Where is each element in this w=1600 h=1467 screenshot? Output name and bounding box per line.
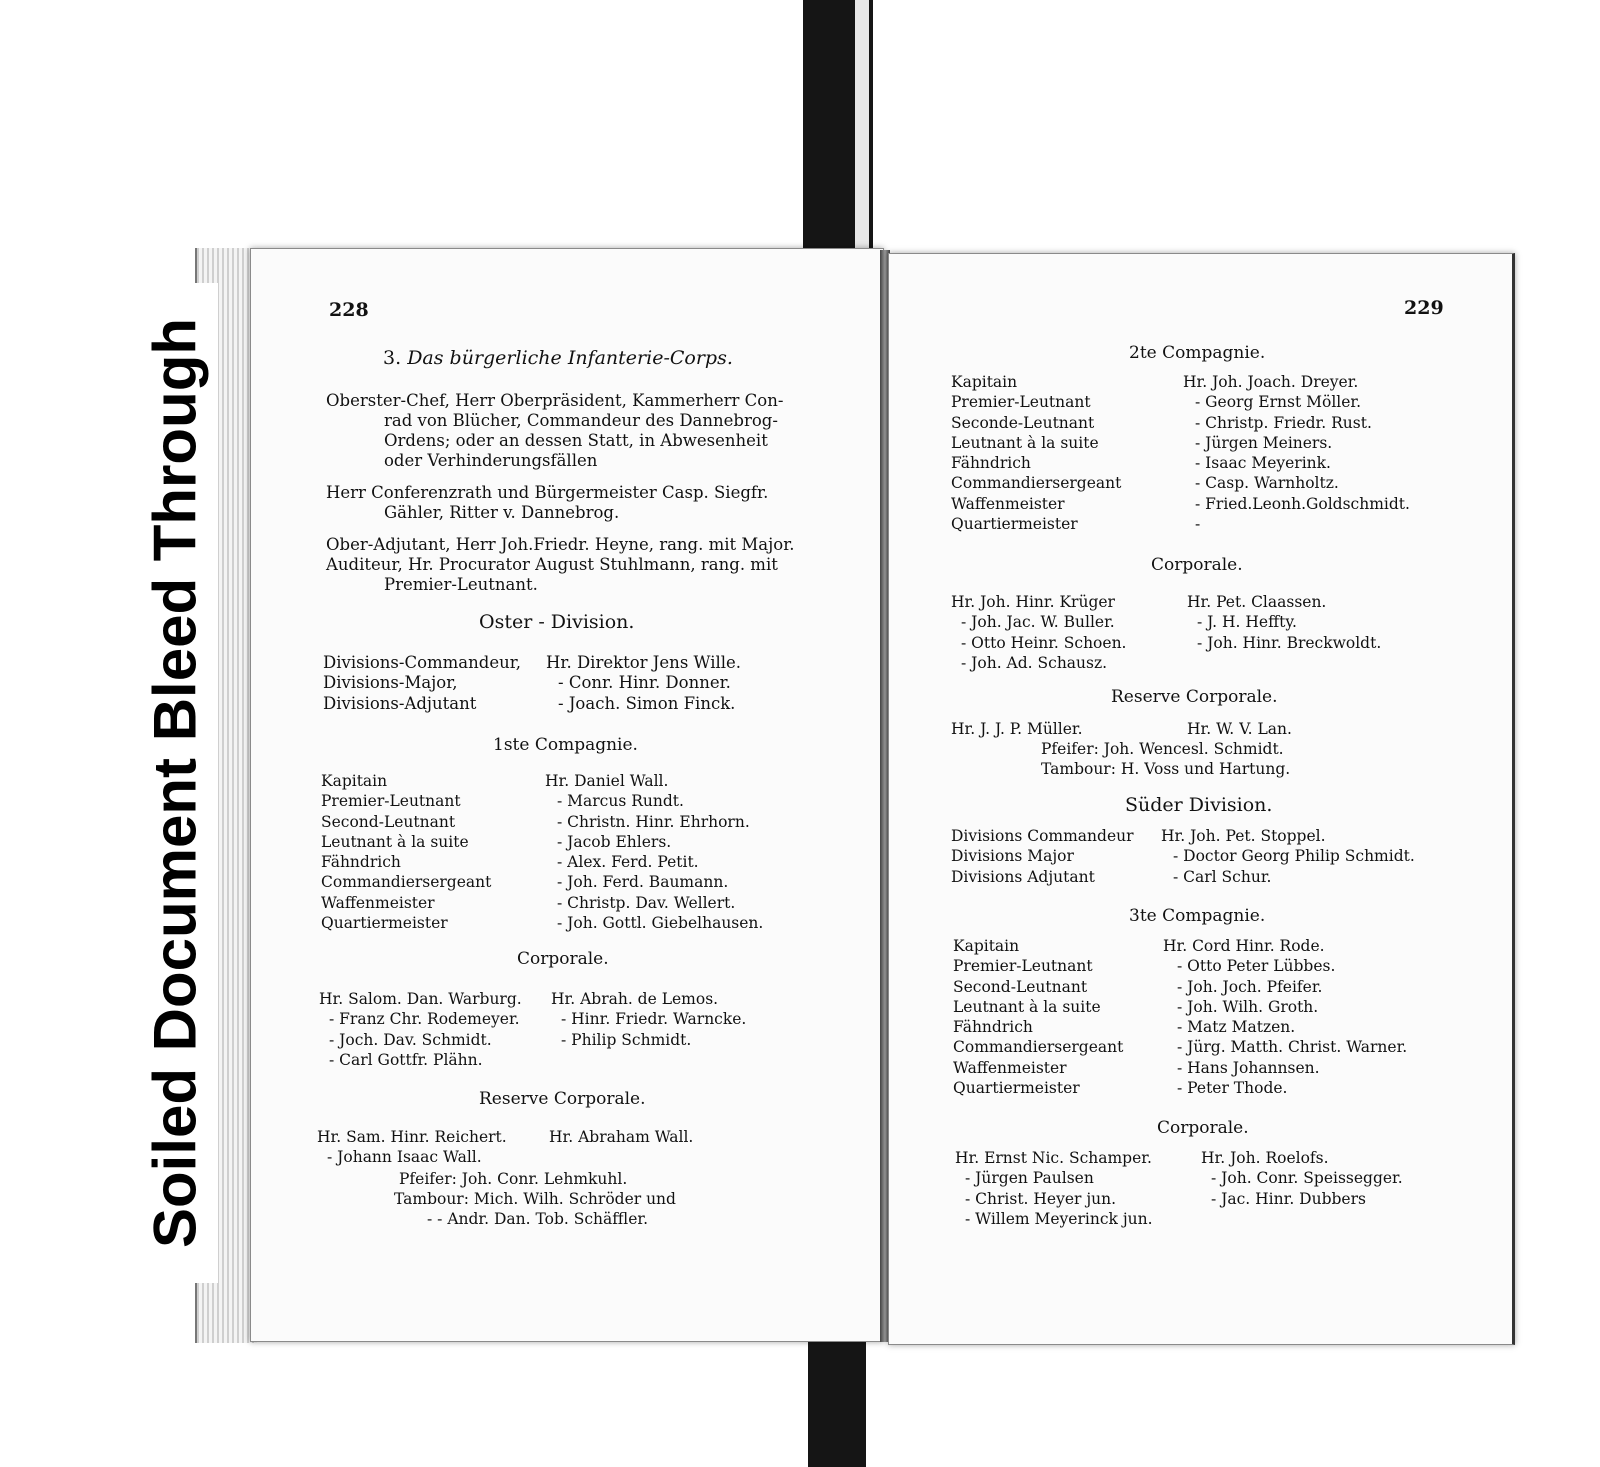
adjutant-line-2: Auditeur, Hr. Procurator August Stuhlmann, rang. mit	[326, 555, 778, 574]
corporale-title-left: Corporale.	[517, 949, 609, 969]
person: Hr. Joh. Pet. Stoppel.	[1161, 827, 1326, 845]
suder-division-roles	[951, 826, 1134, 887]
person: - Georg Ernst Möller.	[1195, 393, 1362, 412]
person: - Jac. Hinr. Dubbers	[1211, 1189, 1366, 1208]
role: Waffenmeister	[951, 494, 1065, 513]
person: Hr. Salom. Dan. Warburg.	[319, 990, 522, 1008]
person: - Joh. Joch. Pfeifer.	[1177, 977, 1323, 996]
person: - Willem Meyerinck jun.	[965, 1209, 1153, 1228]
person: - J. H. Heffty.	[1197, 613, 1297, 632]
person: - Doctor Georg Philip Schmidt.	[1173, 847, 1415, 866]
role: Premier-Leutnant	[951, 393, 1091, 412]
role: Divisions-Commandeur,	[323, 653, 522, 672]
person: - Joh. Ad. Schausz.	[961, 653, 1108, 672]
adjutant-line-3: Premier-Leutnant.	[384, 575, 538, 594]
role: Second-Leutnant	[321, 812, 456, 831]
role: Quartiermeister	[951, 515, 1078, 534]
person: Hr. Pet. Claassen.	[1187, 593, 1327, 611]
corporale-left-col2	[551, 989, 746, 1050]
person: - Carl Schur.	[1173, 867, 1272, 886]
role: Fähndrich	[953, 1018, 1033, 1037]
role: Divisions Major	[951, 847, 1074, 866]
reserve-right-person-2: Hr. W. V. Lan.	[1187, 720, 1292, 738]
intro-line-2: rad von Blücher, Commandeur des Dannebrog-	[384, 411, 778, 430]
company3-roles	[953, 936, 1123, 1098]
role: Premier-Leutnant	[953, 957, 1093, 976]
person: - Hans Johannsen.	[1177, 1058, 1320, 1077]
person: -	[1195, 515, 1201, 534]
oster-division-names	[546, 653, 741, 714]
person: - Carl Gottfr. Plähn.	[329, 1050, 483, 1069]
person: - Matz Matzen.	[1177, 1018, 1296, 1037]
person: - Joh. Conr. Speissegger.	[1211, 1169, 1403, 1188]
oster-division-title: Oster - Division.	[479, 611, 635, 633]
side-banner-text: Soiled Document Bleed Through	[141, 317, 209, 1249]
person: - Christn. Hinr. Ehrhorn.	[557, 812, 750, 831]
role: Second-Leutnant	[953, 977, 1088, 996]
role: Waffenmeister	[953, 1058, 1067, 1077]
company1-names	[545, 771, 763, 933]
corporale3-col2	[1201, 1148, 1403, 1209]
corporale-right-col2	[1187, 592, 1381, 653]
suder-division-names	[1161, 826, 1415, 887]
role: Waffenmeister	[321, 893, 435, 912]
role: Fähndrich	[321, 853, 401, 872]
person: Hr. Direktor Jens Wille.	[546, 653, 742, 672]
tambour-left-2: - - Andr. Dan. Tob. Schäffler.	[427, 1210, 649, 1228]
role: Commandiersergeant	[321, 873, 492, 892]
company1-title: 1ste Compagnie.	[493, 735, 638, 755]
role: Divisions-Major,	[323, 673, 458, 693]
corporale-left-col1	[319, 989, 522, 1070]
side-banner	[132, 283, 218, 1283]
person: - Jürg. Matth. Christ. Warner.	[1177, 1038, 1408, 1057]
person: Hr. Abraham Wall.	[549, 1128, 694, 1146]
person: - Joach. Simon Finck.	[558, 693, 736, 713]
person: Hr. Cord Hinr. Rode.	[1163, 937, 1325, 955]
corporale3-col1	[955, 1148, 1153, 1229]
person: Hr. Sam. Hinr. Reichert.	[317, 1128, 507, 1146]
role: Divisions Adjutant	[951, 867, 1095, 886]
person: - Jürgen Meiners.	[1195, 433, 1333, 452]
person: Hr. Abrah. de Lemos.	[551, 990, 719, 1008]
company3-names	[1163, 936, 1407, 1098]
reserve-title-right: Reserve Corporale.	[1111, 687, 1278, 707]
herr-line-2: Gähler, Ritter v. Dannebrog.	[384, 503, 620, 522]
role: Seconde-Leutnant	[951, 413, 1095, 432]
person: - Joh. Jac. W. Buller.	[961, 613, 1115, 632]
section-number: 3.	[383, 347, 402, 369]
left-page	[250, 248, 884, 1342]
person: - Christp. Friedr. Rust.	[1195, 413, 1372, 432]
role: Leutnant à la suite	[321, 832, 469, 851]
person: - Jacob Ehlers.	[557, 832, 672, 851]
person: - Franz Chr. Rodemeyer.	[329, 1010, 520, 1029]
person: - Joh. Gottl. Giebelhausen.	[557, 914, 764, 933]
person: Hr. Joh. Joach. Dreyer.	[1183, 373, 1359, 391]
section-title-text: Das bürgerliche Infanterie-Corps.	[407, 347, 733, 369]
section-title	[383, 347, 733, 369]
oster-division-roles	[323, 653, 521, 714]
role: Fähndrich	[951, 454, 1031, 473]
pfeifer-left: Pfeifer: Joh. Conr. Lehmkuhl.	[399, 1170, 628, 1188]
role: Commandiersergeant	[951, 474, 1122, 493]
person: - Joh. Ferd. Baumann.	[557, 873, 729, 892]
person: - Marcus Rundt.	[557, 792, 684, 811]
role: Quartiermeister	[953, 1079, 1080, 1098]
person: - Christ. Heyer jun.	[965, 1189, 1117, 1208]
intro-line-4: oder Verhinderungsfällen	[384, 451, 598, 470]
company1-roles	[321, 771, 491, 933]
person: - Johann Isaac Wall.	[327, 1148, 482, 1167]
reserve-left-col1	[317, 1127, 507, 1168]
person: Hr. Ernst Nic. Schamper.	[955, 1149, 1152, 1167]
person: Hr. Daniel Wall.	[545, 772, 669, 790]
company2-title: 2te Compagnie.	[1129, 343, 1266, 363]
spine-bottom	[808, 1335, 866, 1467]
person: - Conr. Hinr. Donner.	[558, 673, 731, 693]
intro-line-1: Oberster-Chef, Herr Oberpräsident, Kammerherr Con-	[326, 391, 784, 410]
right-page	[888, 253, 1515, 1345]
role: Premier-Leutnant	[321, 792, 461, 811]
person: - Casp. Warnholtz.	[1195, 474, 1339, 493]
company2-roles	[951, 372, 1121, 534]
person: - Joch. Dav. Schmidt.	[329, 1030, 492, 1049]
page-number-right: 229	[1404, 297, 1444, 319]
suder-division-title: Süder Division.	[1125, 794, 1273, 816]
person: - Hinr. Friedr. Warncke.	[561, 1010, 747, 1029]
pfeifer-right: Pfeifer: Joh. Wencesl. Schmidt.	[1041, 740, 1284, 758]
person: - Joh. Hinr. Breckwoldt.	[1197, 633, 1382, 652]
person: Hr. Joh. Hinr. Krüger	[951, 593, 1115, 611]
reserve-right-person-1: Hr. J. J. P. Müller.	[951, 720, 1083, 738]
person: - Philip Schmidt.	[561, 1030, 692, 1049]
corporale-right-col1	[951, 592, 1126, 673]
reserve-title-left: Reserve Corporale.	[479, 1089, 646, 1109]
role: Kapitain	[953, 937, 1020, 955]
corporale3-title: Corporale.	[1157, 1118, 1249, 1138]
person: - Jürgen Paulsen	[965, 1169, 1094, 1188]
page-number-left: 228	[329, 299, 369, 321]
reserve-left-col2	[549, 1127, 693, 1147]
role: Divisions Commandeur	[951, 827, 1134, 845]
role: Leutnant à la suite	[951, 433, 1099, 452]
person: - Fried.Leonh.Goldschmidt.	[1195, 494, 1410, 513]
person: - Joh. Wilh. Groth.	[1177, 997, 1319, 1016]
adjutant-line-1: Ober-Adjutant, Herr Joh.Friedr. Heyne, rang. mit Major.	[326, 535, 795, 554]
company3-title: 3te Compagnie.	[1129, 906, 1266, 926]
corporale-title-right: Corporale.	[1151, 555, 1243, 575]
person: - Otto Peter Lübbes.	[1177, 957, 1336, 976]
role: Commandiersergeant	[953, 1038, 1124, 1057]
person: - Peter Thode.	[1177, 1079, 1288, 1098]
role: Quartiermeister	[321, 914, 448, 933]
role: Kapitain	[951, 373, 1018, 391]
person: - Alex. Ferd. Petit.	[557, 853, 699, 872]
herr-line-1: Herr Conferenzrath und Bürgermeister Casp. Siegfr.	[326, 483, 769, 502]
intro-line-3: Ordens; oder an dessen Statt, in Abwesenheit	[384, 431, 768, 450]
role: Kapitain	[321, 772, 388, 790]
role: Leutnant à la suite	[953, 997, 1101, 1016]
company2-names	[1183, 372, 1410, 534]
tambour-left: Tambour: Mich. Wilh. Schröder und	[394, 1190, 676, 1208]
person: Hr. Joh. Roelofs.	[1201, 1149, 1329, 1167]
tambour-right: Tambour: H. Voss und Hartung.	[1041, 760, 1291, 778]
person: - Otto Heinr. Schoen.	[961, 633, 1127, 652]
person: - Christp. Dav. Wellert.	[557, 893, 736, 912]
spine-top	[803, 0, 873, 250]
role: Divisions-Adjutant	[323, 693, 477, 713]
person: - Isaac Meyerink.	[1195, 454, 1331, 473]
